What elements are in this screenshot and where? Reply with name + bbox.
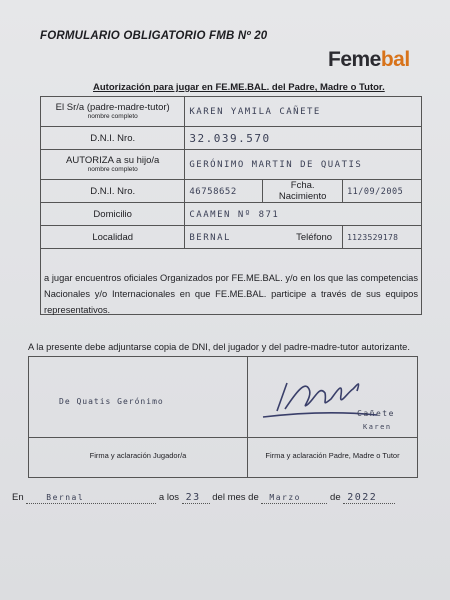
logo-accent: bal bbox=[380, 48, 410, 71]
city-cell[interactable] bbox=[185, 226, 343, 249]
guardian-label: El Sr/a (padre-madre-tutor) bbox=[55, 102, 170, 113]
form-title: FORMULARIO OBLIGATORIO FMB Nº 20 bbox=[40, 30, 268, 42]
guardian-name-value: KAREN YAMILA CAÑETE bbox=[189, 107, 321, 117]
phone-cell[interactable] bbox=[343, 226, 422, 249]
address-cell[interactable] bbox=[185, 203, 422, 226]
guardian-dni-label: D.N.I. Nro. bbox=[41, 127, 185, 150]
signature-date-line bbox=[12, 492, 432, 504]
signature-divider-horizontal bbox=[29, 437, 417, 438]
child-dni-label: D.N.I. Nro. bbox=[41, 180, 185, 203]
phone-value: 1123529178 bbox=[347, 232, 399, 242]
birth-label: Fcha. Nacimiento bbox=[263, 180, 343, 203]
child-dni-value: 46758652 bbox=[189, 186, 237, 197]
footer-month-value: Marzo bbox=[269, 493, 301, 502]
femebal-logo bbox=[328, 48, 410, 72]
footer-en-label: En bbox=[12, 492, 24, 503]
city-value: BERNAL bbox=[189, 232, 231, 243]
player-signature-caption: Firma y aclaración Jugador/a bbox=[89, 451, 187, 460]
guardian-signature-name-1: Cañete bbox=[357, 409, 395, 418]
child-value-cell[interactable] bbox=[185, 150, 422, 180]
footer-year-label: de bbox=[330, 492, 341, 503]
footer-place-field[interactable] bbox=[26, 492, 156, 504]
footer-year-field[interactable] bbox=[343, 492, 395, 504]
authorize-label: AUTORIZA a su hijo/a bbox=[66, 155, 160, 166]
address-label: Domicilio bbox=[41, 203, 185, 226]
footer-day-label: a los bbox=[158, 492, 179, 503]
attachment-note: A la presente debe adjuntarse copia de DNI, del jugador y del padre-madre-tutor autorizante. bbox=[28, 342, 410, 352]
guardian-signature-name-2: Karen bbox=[363, 423, 392, 431]
guardian-label-cell bbox=[41, 97, 185, 127]
footer-place-value: Bernal bbox=[46, 493, 85, 502]
logo-main: Feme bbox=[328, 48, 381, 71]
authorization-paragraph: a jugar encuentros oficiales Organizados por FE.ME.BAL. y/o en los que las competencias Nacionales y/o Internacionales en que FE.ME.BAL. participe a través de sus equipos representativos. bbox=[44, 273, 418, 315]
guardian-value-cell[interactable] bbox=[185, 97, 422, 127]
signature-box bbox=[28, 356, 418, 478]
guardian-dni-cell[interactable] bbox=[185, 127, 422, 150]
child-dni-cell[interactable] bbox=[185, 180, 263, 203]
child-name-value: GERÓNIMO MARTIN DE QUATIS bbox=[189, 160, 363, 170]
city-label: Localidad bbox=[41, 226, 185, 249]
guardian-dni-value: 32.039.570 bbox=[189, 131, 271, 145]
footer-day-field[interactable] bbox=[182, 492, 210, 504]
guardian-signature-caption: Firma y aclaración Padre, Madre o Tutor bbox=[265, 451, 400, 460]
footer-month-label: del mes de bbox=[212, 492, 259, 503]
address-value: CAAMEN Nº 871 bbox=[189, 209, 280, 220]
guardian-sub: nombre completo bbox=[87, 113, 138, 120]
footer-day-value: 23 bbox=[185, 492, 201, 503]
form-subtitle: Autorización para jugar en FE.ME.BAL. del Padre, Madre o Tutor. bbox=[93, 82, 385, 93]
phone-label: Teléfono bbox=[296, 231, 333, 243]
footer-year-value: 2022 bbox=[347, 492, 378, 503]
footer-month-field[interactable] bbox=[261, 492, 327, 504]
player-signature-name: De Quatis Gerónimo bbox=[59, 397, 164, 406]
authorize-sub: nombre completo bbox=[87, 166, 138, 173]
guardian-signature-scrawl bbox=[257, 371, 397, 431]
birth-value: 11/09/2005 bbox=[347, 186, 404, 197]
authorize-label-cell bbox=[41, 150, 185, 180]
birth-cell[interactable] bbox=[343, 180, 422, 203]
